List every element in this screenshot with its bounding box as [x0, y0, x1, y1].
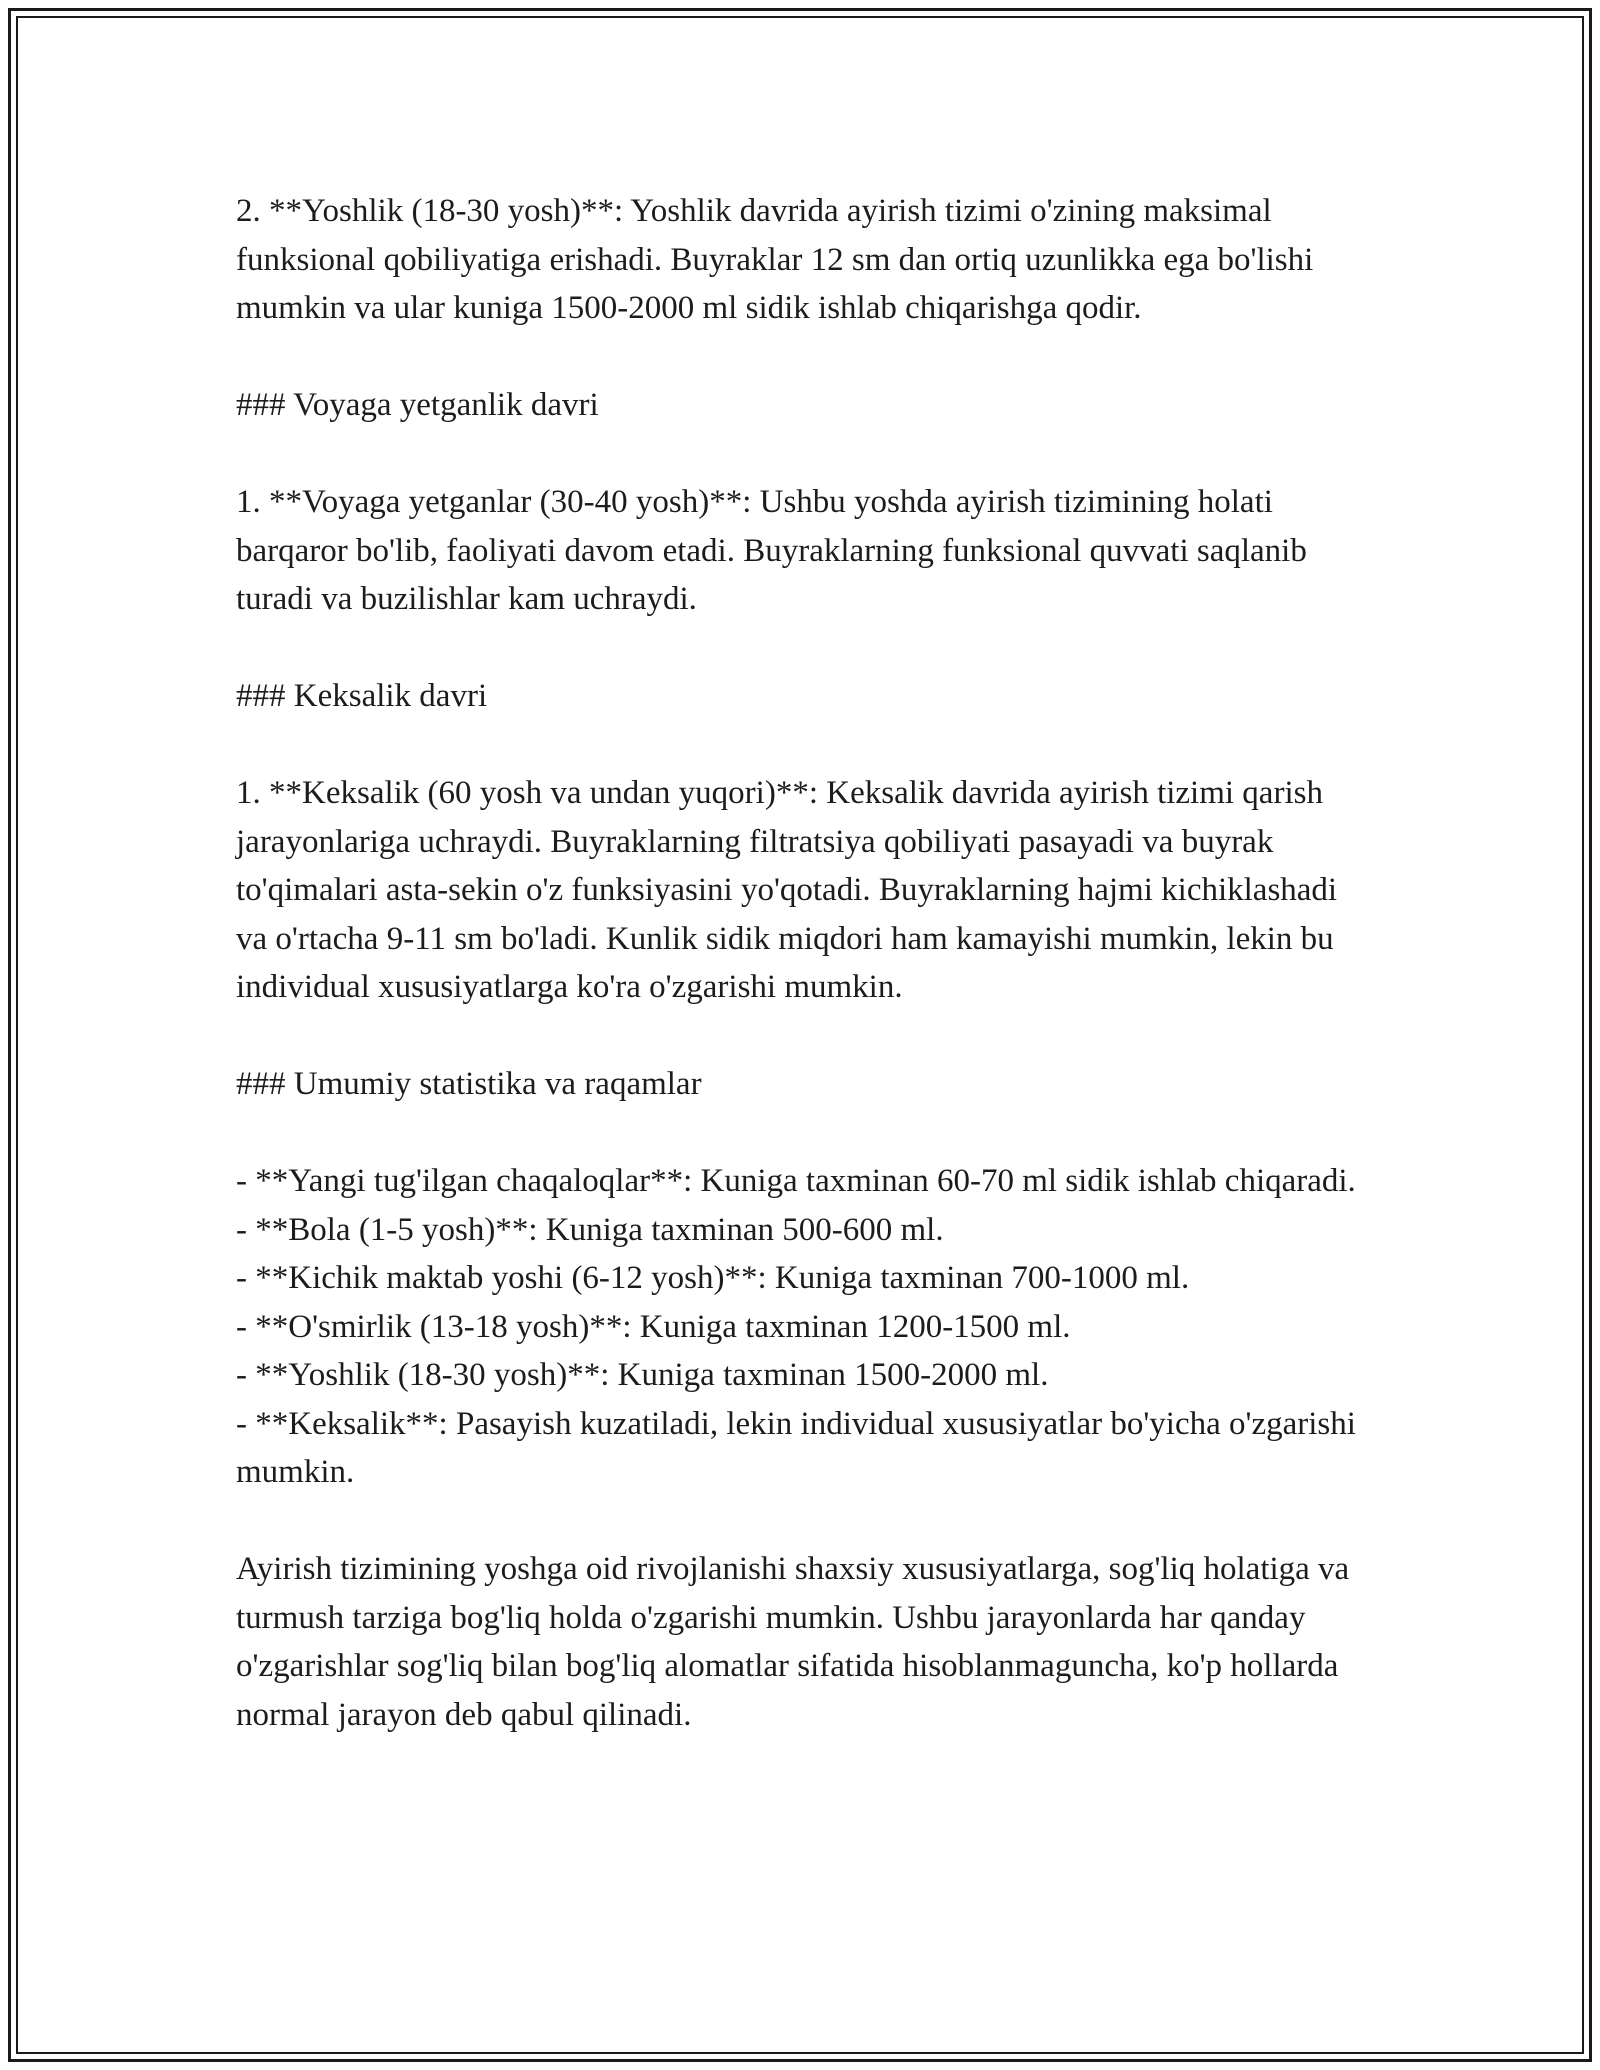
statistics-list	[236, 1157, 1366, 1497]
heading-statistika: ### Umumiy statistika va raqamlar	[236, 1066, 702, 1102]
paragraph-yoshlik: 2. **Yoshlik (18-30 yosh)**: Yoshlik davrida ayirish tizimi o'zining maksimal funksional qobiliyatiga erishadi. Buyraklar 12 sm dan ortiq uzunlikka ega bo'lishi mumkin va ular kuniga 1500-2000 ml sidik ishlab chiqarishga qodir.	[236, 193, 1314, 326]
paragraph-voyaga-yetganlar: 1. **Voyaga yetganlar (30-40 yosh)**: Ushbu yoshda ayirish tizimining holati barqaror bo'lib, faoliyati davom etadi. Buyraklarning funksional quvvati saqlanib turadi va buzilishlar kam uchraydi.	[236, 484, 1307, 617]
list-item: - **Kichik maktab yoshi (6-12 yosh)**: Kuniga taxminan 700-1000 ml.	[236, 1260, 1190, 1296]
list-item: - **Yoshlik (18-30 yosh)**: Kuniga taxminan 1500-2000 ml.	[236, 1357, 1049, 1393]
heading-keksalik: ### Keksalik davri	[236, 678, 488, 714]
list-item: - **Keksalik**: Pasayish kuzatiladi, lekin individual xususiyatlar bo'yicha o'zgarishi mumkin.	[236, 1405, 1356, 1490]
paragraph-keksalik: 1. **Keksalik (60 yosh va undan yuqori)**: Keksalik davrida ayirish tizimi qarish jarayonlariga uchraydi. Buyraklarning filtratsiya qobiliyati pasayadi va buyrak to'qimalari asta-sekin o'z funksiyasini yo'qotadi. Buyraklarning hajmi kichiklashadi va o'rtacha 9-11 sm bo'ladi. Kunlik sidik miqdori ham kamayishi mumkin, lekin bu individual xususiyatlarga ko'ra o'zgarishi mumkin.	[236, 775, 1338, 1005]
list-item: - **Yangi tug'ilgan chaqaloqlar**: Kuniga taxminan 60-70 ml sidik ishlab chiqaradi.	[236, 1163, 1356, 1199]
document-body	[236, 187, 1366, 1788]
list-item: - **O'smirlik (13-18 yosh)**: Kuniga taxminan 1200-1500 ml.	[236, 1308, 1071, 1345]
heading-voyaga-yetganlik: ### Voyaga yetganlik davri	[236, 387, 599, 423]
list-item: - **Bola (1-5 yosh)**: Kuniga taxminan 500-600 ml.	[236, 1211, 944, 1248]
paragraph-conclusion: Ayirish tizimining yoshga oid rivojlanishi shaxsiy xususiyatlarga, sog'liq holatiga va turmush tarziga bog'liq holda o'zgarishi mumkin. Ushbu jarayonlarda har qanday o'zgarishlar sog'liq bilan bog'liq alomatlar sifatida hisoblanmaguncha, ko'p hollarda normal jarayon deb qabul qilinadi.	[236, 1551, 1350, 1733]
